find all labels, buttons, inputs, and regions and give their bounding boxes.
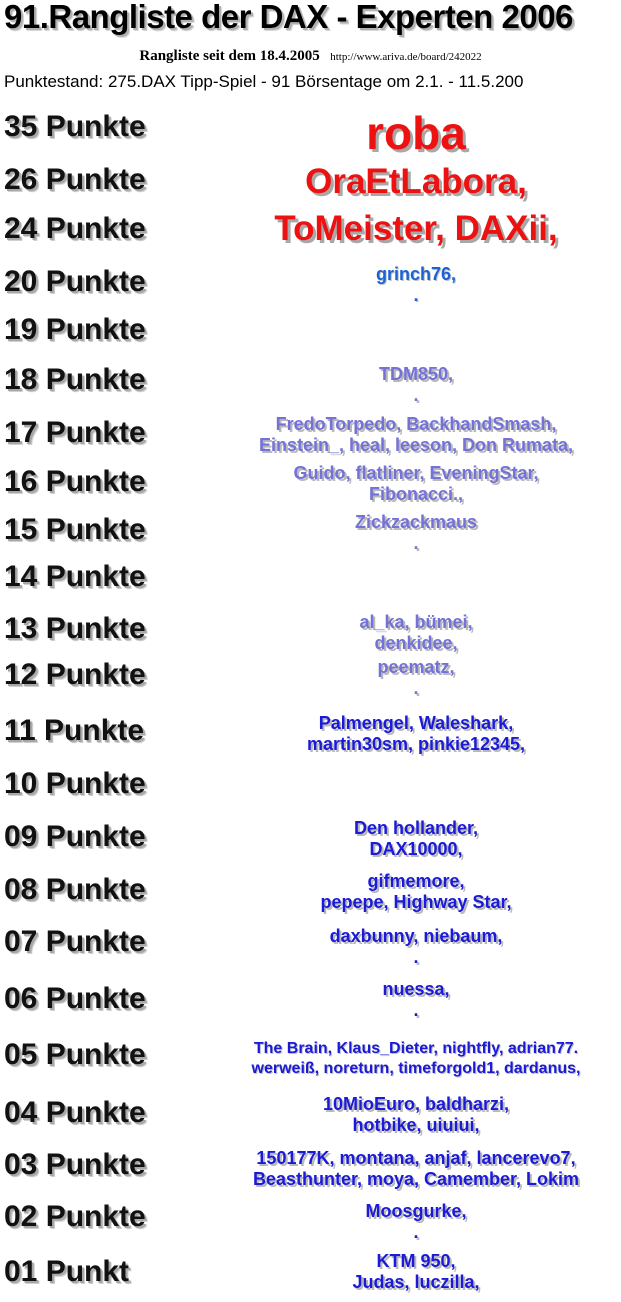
participant-name-line: DAX10000, bbox=[369, 839, 463, 859]
participant-name-line: Fibonacci., bbox=[368, 484, 464, 504]
points-label: 35 Punkte bbox=[4, 110, 146, 143]
participant-name-line: Einstein_, heal, leeson, Don Rumata, bbox=[258, 435, 574, 455]
points-label: 19 Punkte bbox=[4, 313, 146, 346]
participant-name-line: OraEtLabora, bbox=[305, 162, 527, 201]
participant-names bbox=[212, 1201, 620, 1243]
participant-name-line: roba bbox=[366, 107, 466, 159]
participant-names bbox=[212, 871, 620, 913]
participant-names bbox=[212, 926, 620, 968]
participant-name-line: . bbox=[413, 285, 419, 305]
participant-name-line: KTM 950, bbox=[376, 1251, 456, 1271]
points-label: 10 Punkte bbox=[4, 767, 146, 800]
participant-names bbox=[212, 414, 620, 456]
participant-names bbox=[212, 657, 620, 699]
points-label: 24 Punkte bbox=[4, 212, 146, 245]
points-label: 12 Punkte bbox=[4, 658, 146, 691]
participant-name-line: Zickzackmaus bbox=[354, 512, 478, 532]
participant-names bbox=[212, 108, 620, 158]
page-title: 91.Rangliste der DAX - Experten 2006 bbox=[4, 0, 573, 35]
participant-name-line: nuessa, bbox=[382, 979, 450, 999]
points-label: 17 Punkte bbox=[4, 416, 146, 449]
participant-name-line: grinch76, bbox=[375, 264, 457, 284]
points-label: 09 Punkte bbox=[4, 820, 146, 853]
points-label: 01 Punkt bbox=[4, 1255, 130, 1288]
participant-name-line: Palmengel, Waleshark, bbox=[318, 713, 514, 733]
participant-names bbox=[212, 1039, 620, 1079]
participant-name-line: denkidee, bbox=[374, 633, 458, 653]
participant-name-line: peematz, bbox=[377, 657, 455, 677]
participant-names bbox=[212, 818, 620, 860]
points-label: 13 Punkte bbox=[4, 612, 146, 645]
points-label: 06 Punkte bbox=[4, 982, 146, 1015]
points-label: 11 Punkte bbox=[4, 714, 145, 747]
participant-name-line: . bbox=[413, 385, 419, 405]
participant-name-line: The Brain, Klaus_Dieter, nightfly, adrian77. bbox=[253, 1040, 579, 1057]
board-url: http://www.ariva.de/board/242022 bbox=[330, 51, 482, 63]
participant-names bbox=[212, 364, 620, 406]
points-label: 18 Punkte bbox=[4, 363, 146, 396]
participant-name-line: . bbox=[413, 533, 419, 553]
participant-names bbox=[212, 160, 620, 204]
participant-name-line: hotbike, uiuiui, bbox=[352, 1115, 480, 1135]
participant-names bbox=[212, 1094, 620, 1136]
points-label: 04 Punkte bbox=[4, 1096, 146, 1129]
points-label: 15 Punkte bbox=[4, 513, 146, 546]
points-label: 03 Punkte bbox=[4, 1148, 146, 1181]
participant-names bbox=[212, 612, 620, 654]
participant-names bbox=[212, 1148, 620, 1190]
participant-name-line: pepepe, Highway Star, bbox=[320, 892, 512, 912]
participant-names bbox=[212, 463, 620, 505]
participant-name-line: Den hollander, bbox=[353, 818, 479, 838]
points-label: 08 Punkte bbox=[4, 873, 146, 906]
subtitle bbox=[0, 47, 621, 65]
points-label: 14 Punkte bbox=[4, 560, 146, 593]
participant-name-line: . bbox=[413, 1000, 419, 1020]
participant-name-line: 10MioEuro, baldharzi, bbox=[322, 1094, 510, 1114]
participant-name-line: gifmemore, bbox=[367, 871, 465, 891]
participant-name-line: 150177K, montana, anjaf, lancerevo7, bbox=[256, 1148, 576, 1168]
participant-names bbox=[212, 713, 620, 755]
participant-name-line: Moosgurke, bbox=[365, 1201, 467, 1221]
participant-name-line: . bbox=[413, 1222, 419, 1242]
participant-name-line: TDM850, bbox=[378, 364, 454, 384]
score-info: Punktestand: 275.DAX Tipp-Spiel - 91 Börsentage om 2.1. - 11.5.200 bbox=[4, 72, 524, 91]
participant-names bbox=[212, 1251, 620, 1293]
participant-name-line: al_ka, bümei, bbox=[359, 612, 473, 632]
participant-name-line: werweiß, noreturn, timeforgold1, dardanus, bbox=[251, 1060, 581, 1077]
participant-names bbox=[212, 512, 620, 554]
points-label: 20 Punkte bbox=[4, 265, 146, 298]
participant-name-line: . bbox=[413, 947, 419, 967]
participant-name-line: Judas, luczilla, bbox=[352, 1272, 480, 1292]
participant-name-line: Guido, flatliner, EveningStar, bbox=[293, 463, 539, 483]
points-label: 02 Punkte bbox=[4, 1200, 146, 1233]
participant-name-line: ToMeister, DAXii, bbox=[274, 209, 558, 248]
participant-name-line: FredoTorpedo, BackhandSmash, bbox=[275, 414, 557, 434]
points-label: 26 Punkte bbox=[4, 163, 146, 196]
participant-names bbox=[212, 264, 620, 306]
points-label: 07 Punkte bbox=[4, 925, 146, 958]
points-label: 16 Punkte bbox=[4, 465, 146, 498]
points-label: 05 Punkte bbox=[4, 1038, 146, 1071]
ranking-since: Rangliste seit dem 18.4.2005 bbox=[139, 48, 320, 64]
participant-name-line: daxbunny, niebaum, bbox=[329, 926, 503, 946]
participant-names bbox=[212, 207, 620, 251]
participant-name-line: . bbox=[413, 678, 419, 698]
participant-name-line: Beasthunter, moya, Camember, Lokim bbox=[252, 1169, 580, 1189]
participant-names bbox=[212, 979, 620, 1021]
participant-name-line: martin30sm, pinkie12345, bbox=[306, 734, 526, 754]
